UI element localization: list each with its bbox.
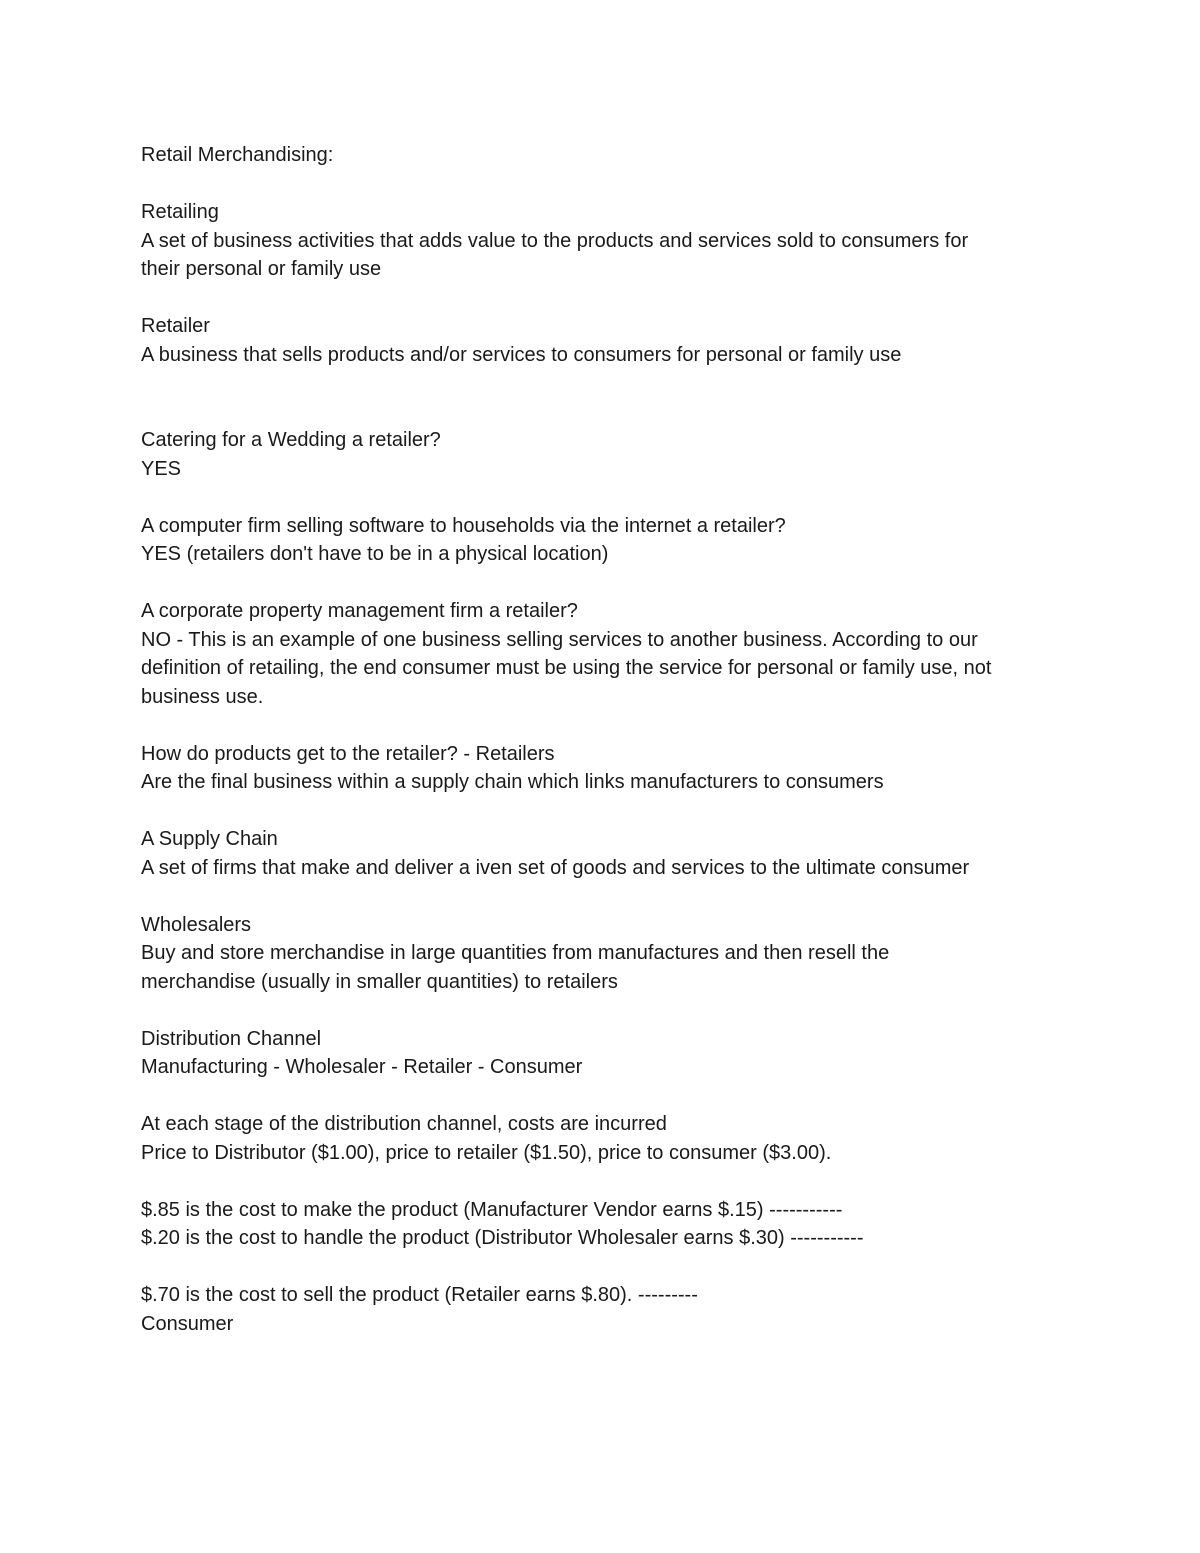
costs-intro: At each stage of the distribution channel, costs are incurred <box>141 1113 667 1135</box>
retailer-definition: A business that sells products and/or services to consumers for personal or family use <box>141 343 902 366</box>
wholesalers-heading: Wholesalers <box>141 913 252 936</box>
question-products: How do products get to the retailer? - Retailers <box>141 742 555 765</box>
answer-wedding: YES <box>141 457 182 480</box>
retailing-definition-line-2: their personal or family use <box>141 258 382 280</box>
spacer <box>141 1253 1071 1282</box>
answer-property-firm-line-3: business use. <box>141 685 264 708</box>
spacer <box>141 996 1071 1025</box>
costs-prices: Price to Distributor ($1.00), price to retailer ($1.50), price to consumer ($3.00). <box>141 1141 832 1164</box>
spacer <box>141 170 1071 199</box>
spacer <box>141 569 1071 598</box>
spacer <box>141 1082 1071 1111</box>
answer-products: Are the final business within a supply chain which links manufacturers to consumers <box>141 771 884 793</box>
consumer-label: Consumer <box>141 1312 234 1335</box>
distribution-heading: Distribution Channel <box>141 1027 322 1050</box>
document-body <box>141 141 1071 1338</box>
spacer <box>141 711 1071 740</box>
spacer <box>141 797 1071 826</box>
cost-manufacturer: $.85 is the cost to make the product (Manufacturer Vendor earns $.15) ----------- <box>141 1198 843 1221</box>
question-computer-firm: A computer firm selling software to households via the internet a retailer? <box>141 514 786 537</box>
retailing-heading: Retailing <box>141 201 219 223</box>
answer-computer-firm: YES (retailers don't have to be in a physical location) <box>141 543 609 565</box>
retailer-heading: Retailer <box>141 315 210 337</box>
cost-retailer: $.70 is the cost to sell the product (Retailer earns $.80). --------- <box>141 1284 698 1306</box>
cost-distributor: $.20 is the cost to handle the product (Distributor Wholesaler earns $.30) ----------- <box>141 1227 864 1249</box>
wholesalers-definition-line-1: Buy and store merchandise in large quantities from manufactures and then resell the <box>141 942 890 964</box>
distribution-chain: Manufacturing - Wholesaler - Retailer - Consumer <box>141 1056 583 1078</box>
question-property-firm: A corporate property management firm a retailer? <box>141 600 578 622</box>
answer-property-firm-line-1: NO - This is an example of one business selling services to another business. According to our <box>141 628 978 651</box>
retailing-definition-line-1: A set of business activities that adds value to the products and services sold to consumers for <box>141 229 969 252</box>
question-wedding: Catering for a Wedding a retailer? <box>141 429 441 451</box>
wholesalers-definition-line-2: merchandise (usually in smaller quantities) to retailers <box>141 970 618 993</box>
document-title: Retail Merchandising: <box>141 144 334 166</box>
spacer <box>141 369 1071 426</box>
spacer <box>141 882 1071 911</box>
answer-property-firm-line-2: definition of retailing, the end consumer must be using the service for personal or family use, not <box>141 657 992 679</box>
spacer <box>141 284 1071 313</box>
supply-chain-definition: A set of firms that make and deliver a iven set of goods and services to the ultimate consumer <box>141 856 970 879</box>
supply-chain-heading: A Supply Chain <box>141 828 278 850</box>
spacer <box>141 1167 1071 1196</box>
spacer <box>141 483 1071 512</box>
